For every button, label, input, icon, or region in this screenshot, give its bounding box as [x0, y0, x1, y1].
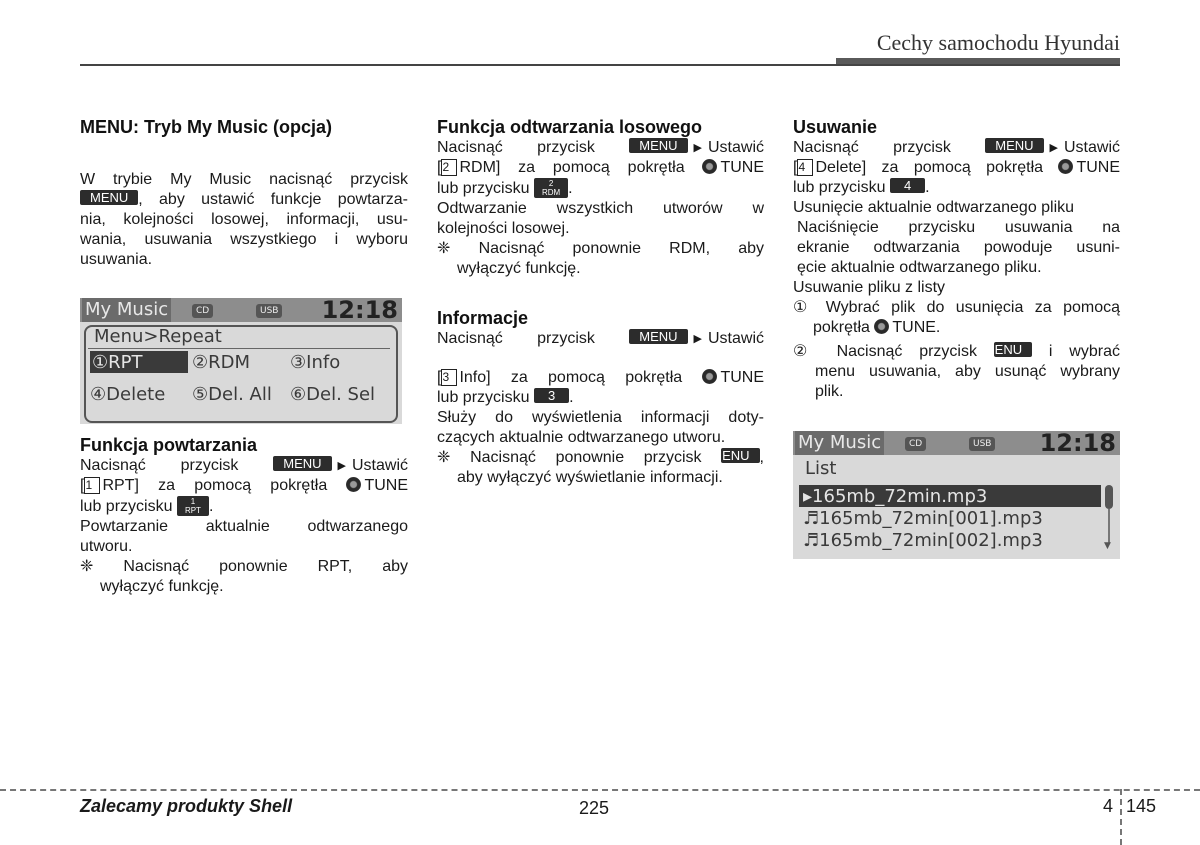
key-4: 4 — [890, 178, 925, 193]
shuffle-line-5: kolejności losowej. — [437, 220, 570, 237]
shuffle-note-line-2: wyłączyć funkcję. — [457, 260, 581, 277]
list-item-3: ♬165mb_72min[002].mp3 — [803, 530, 1043, 551]
arrow-right-icon: ▶ — [337, 460, 346, 472]
footer-tagline: Zalecamy produkty Shell — [80, 796, 293, 816]
delete-step2-line-3: plik. — [815, 383, 844, 400]
section-heading-info: Informacje — [437, 308, 529, 328]
rpt-key: 1 RPT — [177, 496, 209, 516]
footer-rule — [0, 789, 1200, 791]
section-heading-repeat: Funkcja powtarzania — [80, 435, 258, 455]
menu-key: MENU — [80, 190, 138, 205]
display-file-list — [793, 431, 1120, 559]
cd-badge: CD — [192, 304, 213, 318]
arrow-right-icon: ▶ — [693, 142, 702, 154]
column-2 — [437, 116, 764, 488]
delete-line-3: lub przycisku 4 . — [793, 178, 930, 196]
number-box-1: 1 — [84, 477, 100, 494]
footer-divider — [1120, 789, 1122, 845]
display-list-title: List — [805, 458, 837, 479]
rdm-key: 2 RDM — [534, 178, 568, 198]
intro-line-4: wania, usuwania wszystkiego i wyboru — [80, 231, 408, 248]
repeat-line-1: Nacisnąć przycisk MENU ▶ Ustawić — [80, 456, 408, 474]
key-3: 3 — [534, 388, 569, 403]
page-number: 145 — [1126, 796, 1157, 816]
note-symbol: ❈ — [80, 558, 94, 575]
menu-key: MENU — [994, 342, 1032, 357]
number-box-3: 3 — [441, 369, 457, 386]
info-line-4: Służy do wyświetlenia informacji doty- — [437, 409, 764, 426]
option-rpt: ①RPT — [92, 352, 143, 373]
display-app-label: My Music — [795, 431, 884, 455]
header-rule — [80, 64, 1120, 66]
display-scrollbar — [1104, 485, 1114, 551]
shuffle-line-3: lub przycisku 2 RDM . — [437, 179, 573, 197]
step-number-2: ② — [793, 343, 820, 360]
shuffle-note-line-1: ❈ Nacisnąć ponownie RDM, aby — [437, 240, 764, 257]
section-repeat — [80, 434, 408, 597]
column-1 — [80, 116, 408, 270]
list-item-1: ▸165mb_72min.mp3 — [803, 486, 988, 507]
arrow-right-icon: ▶ — [693, 333, 702, 345]
repeat-line-2: [1 RPT] za pomocą pokrętła TUNE — [80, 477, 408, 494]
delete-line-2: [4 Delete] za pomocą pokrętła TUNE — [793, 159, 1120, 176]
repeat-note-line-1: ❈ Nacisnąć ponownie RPT, aby — [80, 558, 408, 575]
display-clock: 12:18 — [321, 296, 398, 324]
menu-key: MENU — [721, 448, 759, 463]
display-menu-title: Menu>Repeat — [94, 326, 222, 347]
delete-line-7: ęcie aktualnie odtwarzanego pliku. — [797, 259, 1042, 276]
footer-sheet-number: 225 — [579, 798, 610, 818]
info-note-line-1: ❈ Nacisnąć ponownie przycisk MENU , — [437, 448, 764, 466]
step-number-1: ① — [793, 299, 815, 316]
intro-line-3: nia, kolejności losowej, informacji, usu- — [80, 211, 408, 228]
delete-step1-line-2: pokrętła TUNE. — [813, 319, 941, 336]
info-line-5: czących aktualnie odtwarzanego utworu. — [437, 429, 726, 446]
info-note-line-2: aby wyłączyć wyświetlanie informacji. — [457, 469, 723, 486]
info-line-1: Nacisnąć przycisk MENU ▶ Ustawić — [437, 329, 764, 347]
repeat-note-line-2: wyłączyć funkcję. — [100, 578, 224, 595]
menu-key: MENU — [985, 138, 1043, 153]
usb-badge: USB — [256, 304, 282, 318]
delete-step2-line-1: ② Nacisnąć przycisk MENU i wybrać — [793, 342, 1120, 360]
intro-line-2: MENU , aby ustawić funkcje powtarza- — [80, 190, 408, 210]
info-line-2: [3 Info] za pomocą pokrętła TUNE — [437, 369, 764, 386]
repeat-line-4: Powtarzanie aktualnie odtwarzanego — [80, 518, 408, 535]
tune-knob-icon — [702, 159, 717, 174]
tune-knob-icon — [702, 369, 717, 384]
tune-knob-icon — [1058, 159, 1073, 174]
option-delete: ④Delete — [90, 384, 166, 405]
display-menu-repeat — [80, 298, 402, 424]
note-symbol: ❈ — [437, 449, 451, 466]
display-clock: 12:18 — [1039, 429, 1116, 457]
section-heading-delete: Usuwanie — [793, 117, 878, 137]
option-delete-all: ⑤Del. All — [192, 384, 272, 405]
option-info: ③Info — [290, 352, 341, 373]
tune-knob-icon — [874, 319, 889, 334]
delete-line-1: Nacisnąć przycisk MENU ▶ Ustawić — [793, 138, 1120, 156]
tune-knob-icon — [346, 477, 361, 492]
chapter-number: 4 — [1103, 796, 1114, 816]
repeat-line-5: utworu. — [80, 538, 133, 555]
intro-line-5: usuwania. — [80, 251, 153, 268]
delete-line-8: Usuwanie pliku z listy — [793, 279, 946, 296]
intro-line-1: W trybie My Music nacisnąć przycisk — [80, 171, 408, 188]
scroll-down-icon: ▼ — [1104, 541, 1111, 551]
delete-line-5: Naciśnięcie przycisku usuwania na — [797, 219, 1120, 236]
menu-key: MENU — [629, 138, 687, 153]
section-heading-shuffle: Funkcja odtwarzania losowego — [437, 117, 703, 137]
list-item-2: ♬165mb_72min[001].mp3 — [803, 508, 1043, 529]
delete-step1-line-1: ① Wybrać plik do usunięcia za pomocą — [793, 299, 1120, 316]
arrow-right-icon: ▶ — [1049, 142, 1058, 154]
shuffle-line-1: Nacisnąć przycisk MENU ▶ Ustawić — [437, 138, 764, 156]
menu-key: MENU — [273, 456, 331, 471]
delete-line-6: ekranie odtwarzania powoduje usuni- — [797, 239, 1120, 256]
usb-badge: USB — [969, 437, 995, 451]
column-3 — [793, 116, 1120, 402]
note-symbol: ❈ — [437, 240, 451, 257]
repeat-line-3: lub przycisku 1 RPT . — [80, 497, 214, 515]
display-app-label: My Music — [82, 298, 171, 322]
option-delete-selected: ⑥Del. Sel — [290, 384, 376, 405]
menu-key: MENU — [629, 329, 687, 344]
cd-badge: CD — [905, 437, 926, 451]
page-header-title: Cechy samochodu Hyundai — [876, 30, 1120, 55]
number-box-2: 2 — [441, 159, 457, 176]
shuffle-line-2: [2 RDM] za pomocą pokrętła TUNE — [437, 159, 764, 176]
delete-step2-line-2: menu usuwania, aby usunąć wybrany — [815, 363, 1120, 380]
delete-line-4: Usunięcie aktualnie odtwarzanego pliku — [793, 199, 1075, 216]
shuffle-line-4: Odtwarzanie wszystkich utworów w — [437, 200, 764, 217]
number-box-4: 4 — [797, 159, 813, 176]
info-line-3: lub przycisku 3 . — [437, 388, 574, 406]
section-heading-menu-my-music: MENU: Tryb My Music (opcja) — [80, 117, 333, 137]
option-rdm: ②RDM — [192, 352, 251, 373]
